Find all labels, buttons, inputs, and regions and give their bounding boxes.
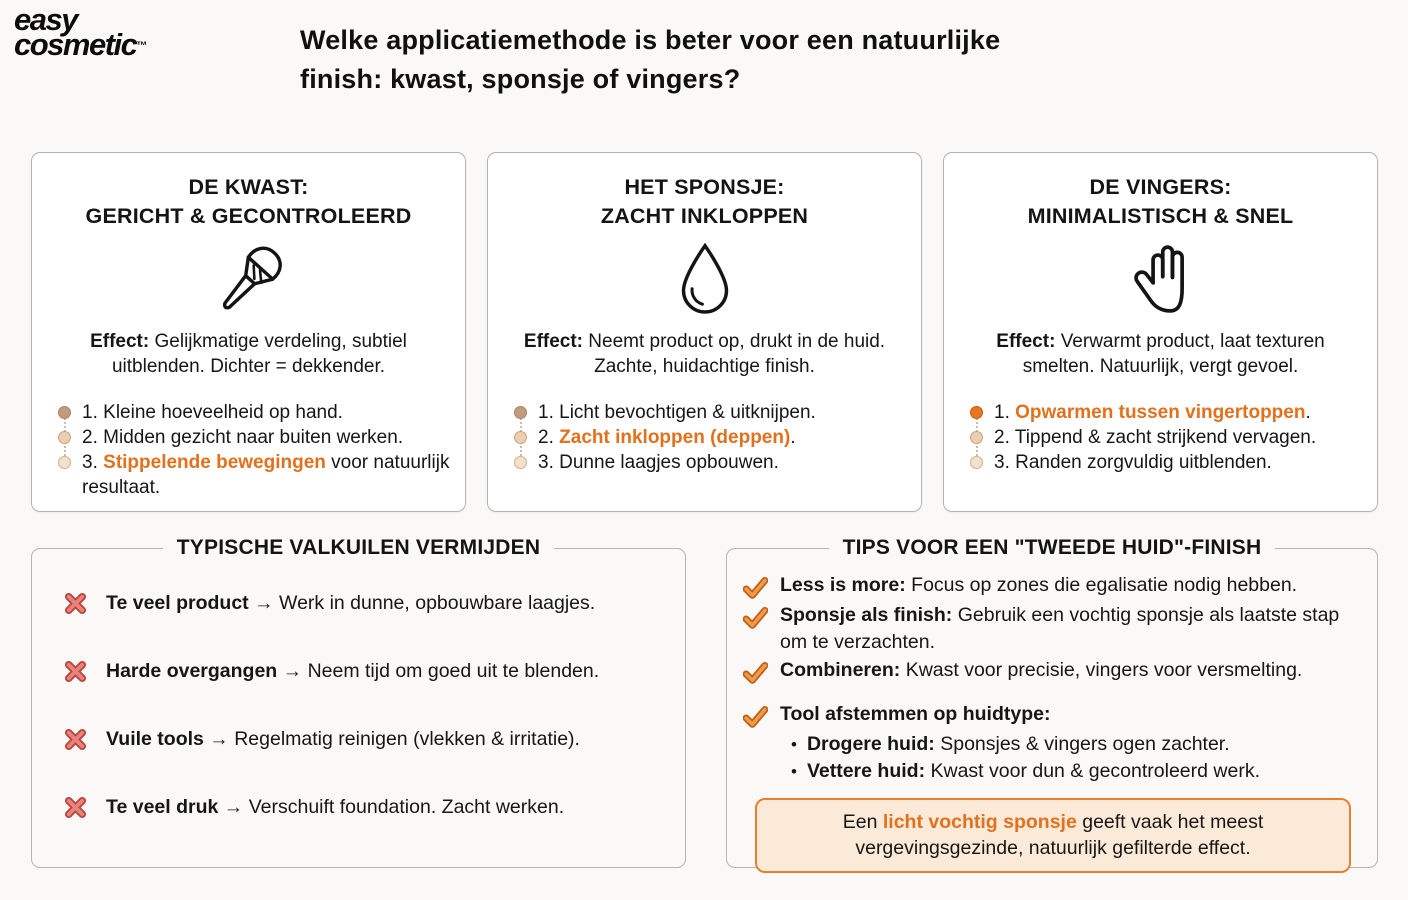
steps-list	[970, 400, 1363, 475]
effect-body: Gelijkmatige verdeling, subtiel uitblenden. Dichter = dekkender.	[111, 331, 407, 377]
tip-sublist	[791, 731, 1363, 785]
step-number: 2.	[538, 427, 554, 448]
tip-label: Sponsje als finish:	[780, 604, 953, 626]
tip-item	[743, 657, 1363, 685]
step-item	[58, 400, 451, 425]
x-icon	[62, 794, 89, 821]
step-item	[514, 450, 907, 475]
tip-text: Kwast voor precisie, vingers voor versmelting.	[905, 659, 1303, 681]
card-title-line2: ZACHT INKLOPPEN	[600, 204, 809, 228]
card-title	[46, 173, 451, 231]
card-title-line2: MINIMALISTISCH & SNEL	[1027, 204, 1294, 228]
callout-pre: Een	[842, 811, 883, 833]
step-highlight: Opwarmen tussen vingertoppen	[1015, 402, 1306, 423]
step-item	[970, 400, 1363, 425]
brand-logo	[14, 2, 148, 62]
step-bullet	[58, 406, 71, 419]
step-text: Kleine hoeveelheid op hand.	[103, 402, 343, 423]
step-text-post: .	[790, 427, 796, 448]
callout-box	[755, 798, 1351, 873]
pitfalls-list	[32, 560, 685, 821]
method-cards-row	[31, 152, 1378, 512]
step-item	[970, 450, 1363, 475]
pitfall-item	[62, 726, 675, 753]
subtip-text: Sponsjes & vingers ogen zachter.	[940, 733, 1230, 755]
tips-panel	[726, 536, 1378, 868]
bullet-dot: •	[791, 762, 797, 781]
check-icon	[743, 660, 768, 685]
drop-icon	[502, 235, 907, 327]
step-number: 2.	[994, 427, 1010, 448]
pitfall-item	[62, 794, 675, 821]
step-highlight: Zacht inkloppen (deppen)	[559, 427, 791, 448]
method-card-vingers	[943, 152, 1378, 512]
page-title-line1: Welke applicatiemethode is beter voor een natuurlijke	[300, 25, 1001, 55]
x-icon	[62, 658, 89, 685]
pitfall-label: Te veel druk	[106, 796, 219, 818]
step-number: 1.	[994, 402, 1010, 423]
tip-item	[743, 572, 1363, 600]
method-card-sponsje	[487, 152, 922, 512]
callout-text	[801, 809, 1306, 861]
step-bullet	[970, 406, 983, 419]
callout-post: geeft vaak het meest vergevingsgezinde, natuurlijk gefilterde effect.	[855, 811, 1264, 859]
effect-body: Neemt product op, drukt in de huid. Zachte, huidachtige finish.	[588, 331, 886, 377]
check-icon	[743, 605, 768, 630]
bullet-dot: •	[791, 735, 797, 754]
step-number: 1.	[538, 402, 554, 423]
effect-label: Effect:	[996, 331, 1056, 352]
step-item	[970, 425, 1363, 450]
step-bullet	[58, 456, 71, 469]
card-title-line2: GERICHT & GECONTROLEERD	[85, 204, 412, 228]
x-icon	[62, 590, 89, 617]
effect-body: Verwarmt product, laat texturen smelten. Natuurlijk, vergt gevoel.	[1022, 331, 1325, 377]
step-text: Dunne laagjes opbouwen.	[559, 452, 779, 473]
effect-label: Effect:	[523, 331, 584, 352]
pitfall-text: Verschuift foundation. Zacht werken.	[248, 796, 565, 818]
step-number: 3.	[994, 452, 1010, 473]
steps-list	[58, 400, 451, 500]
effect-text	[958, 329, 1363, 379]
step-text: Randen zorgvuldig uitblenden.	[1015, 452, 1272, 473]
brush-icon	[46, 235, 451, 327]
step-bullet	[58, 431, 71, 444]
card-title-line1: DE KWAST:	[188, 175, 309, 199]
page-title	[300, 21, 1000, 99]
step-text: Midden gezicht naar buiten werken.	[103, 427, 404, 448]
effect-text	[46, 329, 451, 379]
step-number: 3.	[82, 452, 98, 473]
tips-list	[727, 560, 1377, 873]
pitfall-label: Harde overgangen	[106, 660, 278, 682]
step-item	[58, 450, 451, 500]
step-text: Tippend & zacht strijkend vervagen.	[1014, 427, 1317, 448]
pitfall-text: Regelmatig reinigen (vlekken & irritatie).	[234, 728, 580, 750]
pitfall-item	[62, 590, 675, 617]
callout-highlight: licht vochtig sponsje	[882, 811, 1077, 833]
effect-text	[502, 329, 907, 379]
hand-icon	[958, 235, 1363, 327]
step-text: Licht bevochtigen & uitknijpen.	[559, 402, 816, 423]
pitfall-item	[62, 658, 675, 685]
brand-logo-line2: cosmetic	[14, 26, 137, 62]
subtip-label: Drogere huid:	[806, 733, 935, 755]
step-text-post: voor natuurlijk resultaat.	[82, 452, 450, 498]
pitfalls-title: TYPISCHE VALKUILEN VERMIJDEN	[176, 536, 541, 559]
steps-list	[514, 400, 907, 475]
pitfall-text: Werk in dunne, opbouwbare laagjes.	[279, 592, 596, 614]
arrow-glyph: →	[282, 660, 303, 682]
tip-text: Gebruik een vochtig sponsje als laatste stap om te verzachten.	[780, 604, 1340, 653]
tip-item	[743, 602, 1363, 655]
x-icon	[62, 726, 89, 753]
tips-title: TIPS VOOR EEN "TWEEDE HUID"-FINISH	[842, 536, 1262, 559]
trademark-symbol: ™	[136, 39, 148, 52]
page-title-line2: finish: kwast, sponsje of vingers?	[300, 64, 741, 94]
pitfall-text: Neem tijd om goed uit te blenden.	[307, 660, 600, 682]
tip-label: Combineren:	[780, 659, 901, 681]
arrow-glyph: →	[223, 796, 244, 818]
step-bullet	[514, 406, 527, 419]
tip-subitem	[791, 731, 1363, 758]
step-item	[514, 425, 907, 450]
arrow-glyph: →	[209, 728, 229, 750]
step-bullet	[514, 456, 527, 469]
effect-label: Effect:	[90, 331, 150, 352]
method-card-kwast	[31, 152, 466, 512]
step-bullet	[970, 431, 983, 444]
step-bullet	[970, 456, 983, 469]
arrow-glyph: →	[254, 592, 274, 614]
tip-item	[743, 701, 1363, 729]
tip-label: Less is more:	[780, 574, 906, 596]
tip-subitem	[791, 758, 1363, 785]
card-title-line1: HET SPONSJE:	[624, 175, 785, 199]
pitfall-label: Te veel product	[106, 592, 249, 614]
check-icon	[743, 704, 768, 729]
step-number: 1.	[82, 402, 98, 423]
step-highlight: Stippelende bewegingen	[103, 452, 326, 473]
step-text-post: .	[1305, 402, 1311, 423]
card-title-line1: DE VINGERS:	[1089, 175, 1232, 199]
check-icon	[743, 575, 768, 600]
subtip-label: Vettere huid:	[806, 760, 926, 782]
step-item	[58, 425, 451, 450]
step-number: 3.	[538, 452, 554, 473]
tip-text: Focus op zones die egalisatie nodig hebben.	[911, 574, 1298, 596]
pitfall-label: Vuile tools	[106, 728, 204, 750]
step-item	[514, 400, 907, 425]
tip-label: Tool afstemmen op huidtype:	[780, 703, 1051, 725]
step-bullet	[514, 431, 527, 444]
brand-logo-line1: easy	[14, 2, 77, 37]
card-title	[502, 173, 907, 231]
step-number: 2.	[82, 427, 98, 448]
subtip-text: Kwast voor dun & gecontroleerd werk.	[930, 760, 1260, 782]
card-title	[958, 173, 1363, 231]
pitfalls-panel	[31, 536, 686, 868]
